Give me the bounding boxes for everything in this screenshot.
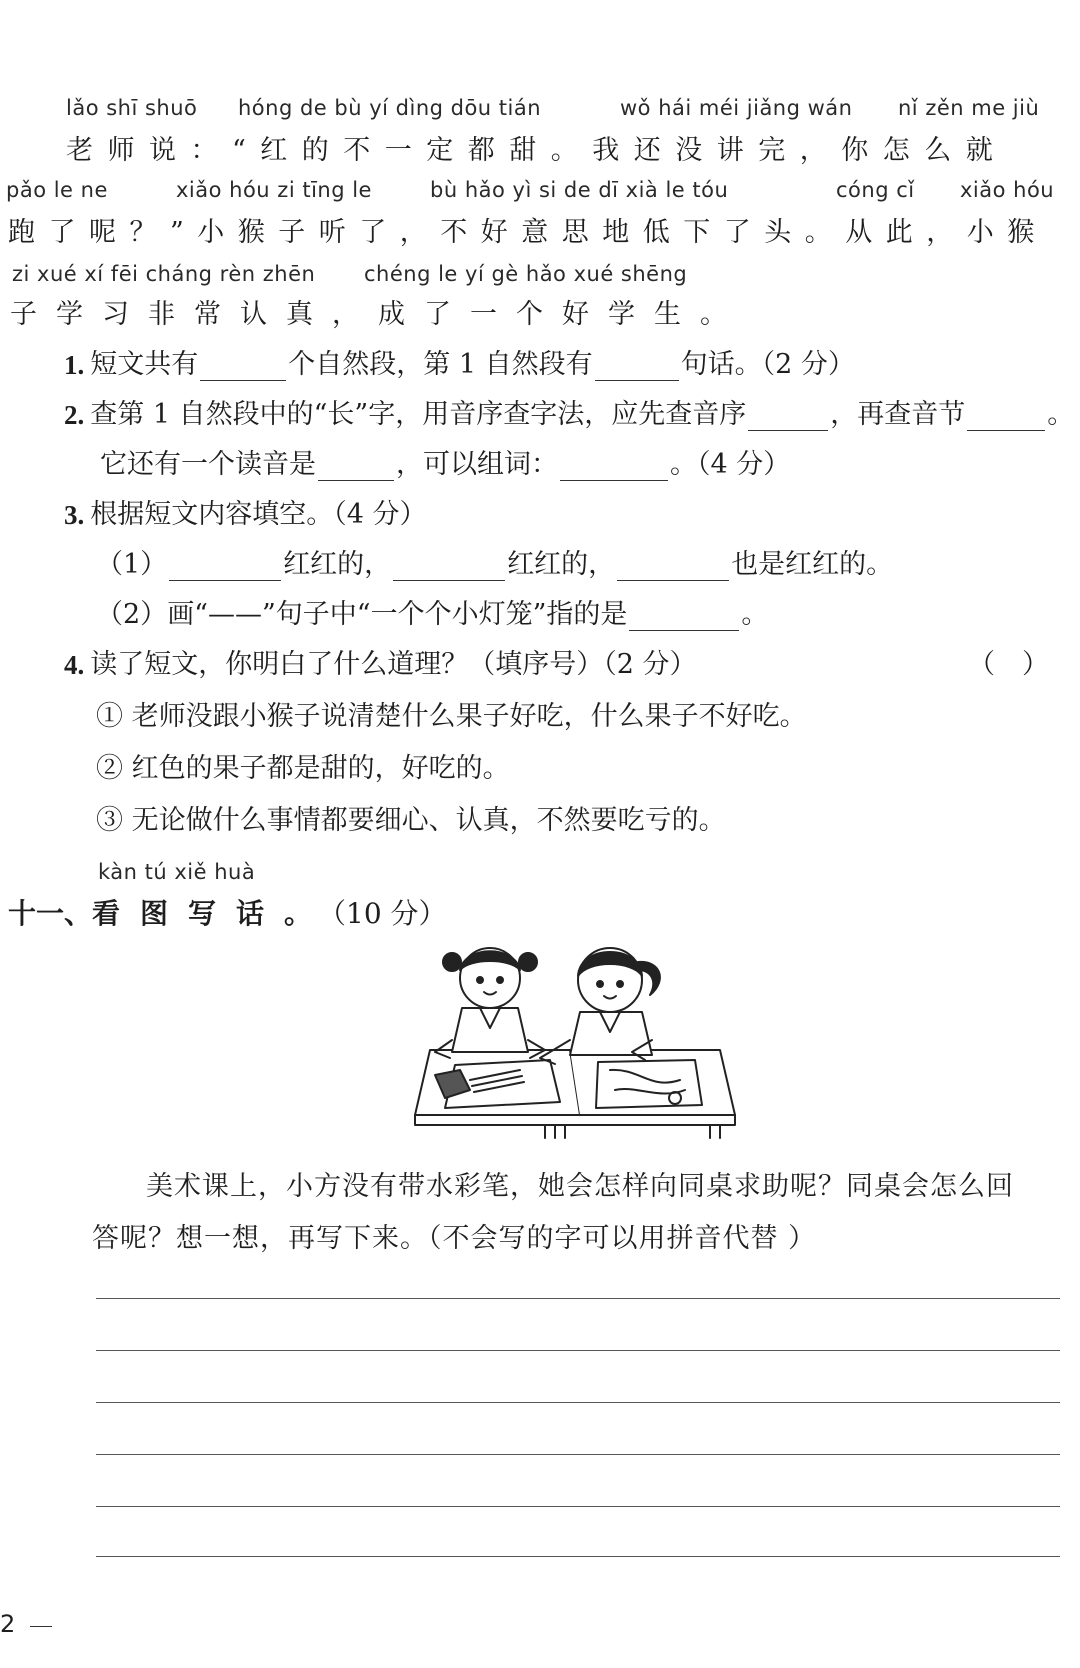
question-text: 短文共有 (90, 349, 199, 380)
question-text: 读了短文，你明白了什么道理？（填序号）（2 分） (90, 649, 697, 680)
pinyin-segment: nǐ zěn me jiù (898, 96, 1040, 120)
option-mark: ③ (96, 805, 123, 836)
question-text: 红红的， (507, 549, 616, 580)
question-text: 个自然段，第 1 自然段有 (288, 349, 593, 380)
pinyin-segment: cóng cǐ (836, 178, 915, 202)
writing-line[interactable] (96, 1298, 1060, 1299)
question-text: 查第 1 自然段中的“长”字，用音序查字法，应先查音序 (90, 399, 747, 430)
answer-blank[interactable] (748, 402, 828, 431)
question-text: 它还有一个读音是 (100, 449, 316, 480)
option-text: 无论做什么事情都要细心、认真，不然要吃亏的。 (131, 805, 726, 836)
question-number: 3. (64, 500, 85, 530)
question-text: ，再查音节 (830, 399, 966, 430)
answer-blank[interactable] (617, 552, 729, 581)
section-score: （10 分） (332, 897, 447, 930)
sub-question-label: （2） (96, 599, 168, 630)
question-4 (64, 642, 697, 681)
question-number: 2. (64, 400, 85, 430)
answer-blank[interactable] (169, 552, 281, 581)
pinyin-segment: wǒ hái méi jiǎng wán (620, 96, 853, 120)
illustration-two-girls-drawing (410, 940, 750, 1140)
question-text: ，可以组词： (396, 449, 558, 480)
answer-blank[interactable] (967, 402, 1045, 431)
question-3-sub-2 (96, 592, 768, 631)
question-text: 。 (1047, 399, 1075, 430)
passage-line-1: 老师说：“红的不一定都甜。我还没讲完，你怎么就 (66, 135, 1008, 166)
answer-blank[interactable] (560, 452, 668, 481)
question-text: 。（4 分） (670, 449, 791, 480)
pinyin-segment: zi xué xí fēi cháng rèn zhēn (12, 262, 316, 286)
question-2-line-2 (100, 442, 790, 481)
section-title-text: 看图写话。 (92, 897, 333, 930)
question-1 (64, 342, 855, 381)
answer-blank[interactable] (595, 352, 679, 381)
question-3 (64, 492, 427, 531)
answer-blank[interactable] (629, 602, 739, 631)
page-number-dash (30, 1626, 52, 1627)
pinyin-segment: lǎo shī shuō (66, 96, 198, 120)
pinyin-segment: bù hǎo yì si de dī xià le tóu (430, 178, 729, 202)
question-text: 根据短文内容填空。（4 分） (90, 499, 427, 530)
writing-line[interactable] (96, 1556, 1060, 1557)
passage-line-2: 跑了呢？”小猴子听了，不好意思地低下了头。从此，小猴 (8, 217, 1048, 248)
question-text: 红红的， (283, 549, 392, 580)
writing-line[interactable] (96, 1350, 1060, 1351)
pinyin-segment: hóng de bù yí dìng dōu tián (238, 96, 542, 120)
sub-question-label: （1） (96, 549, 168, 580)
prompt-line-1: 美术课上，小方没有带水彩笔，她会怎样向同桌求助呢？同桌会怎么回 (146, 1171, 1014, 1202)
option-1 (96, 694, 807, 733)
section-number: 十一、 (8, 897, 93, 930)
option-3 (96, 798, 726, 837)
answer-blank[interactable] (393, 552, 505, 581)
writing-line[interactable] (96, 1506, 1060, 1507)
writing-line[interactable] (96, 1402, 1060, 1403)
option-text: 老师没跟小猴子说清楚什么果子好吃，什么果子不好吃。 (131, 701, 807, 732)
question-number: 4. (64, 650, 85, 680)
question-number: 1. (64, 350, 85, 380)
question-3-sub-1 (96, 542, 893, 581)
answer-paren-text: （ ） (968, 649, 1049, 680)
pinyin-segment: xiǎo hóu (960, 178, 1055, 202)
question-text: 句话。（2 分） (680, 349, 855, 380)
question-text: 。 (741, 599, 769, 630)
section-pinyin: kàn tú xiě huà (98, 860, 256, 884)
pinyin-segment: pǎo le ne (6, 178, 108, 202)
passage-line-3: 子学习非常认真，成了一个好学生。 (10, 299, 746, 330)
question-text: 也是红红的。 (731, 549, 894, 580)
answer-blank[interactable] (200, 352, 286, 381)
pinyin-segment: chéng le yí gè hǎo xué shēng (364, 262, 688, 286)
option-mark: ② (96, 753, 123, 784)
section-title (8, 892, 447, 932)
page-number: 2 (0, 1610, 16, 1638)
option-2 (96, 746, 510, 785)
answer-parentheses[interactable] (968, 642, 1049, 681)
prompt-line-2: 答呢？想一想，再写下来。（不会写的字可以用拼音代替 ） (92, 1223, 817, 1254)
question-text: 画“——”句子中“一个个小灯笼”指的是 (167, 599, 628, 630)
writing-line[interactable] (96, 1454, 1060, 1455)
option-mark: ① (96, 701, 123, 732)
option-text: 红色的果子都是甜的，好吃的。 (131, 753, 510, 784)
question-2 (64, 392, 1074, 431)
answer-blank[interactable] (318, 452, 394, 481)
pinyin-segment: xiǎo hóu zi tīng le (176, 178, 372, 202)
